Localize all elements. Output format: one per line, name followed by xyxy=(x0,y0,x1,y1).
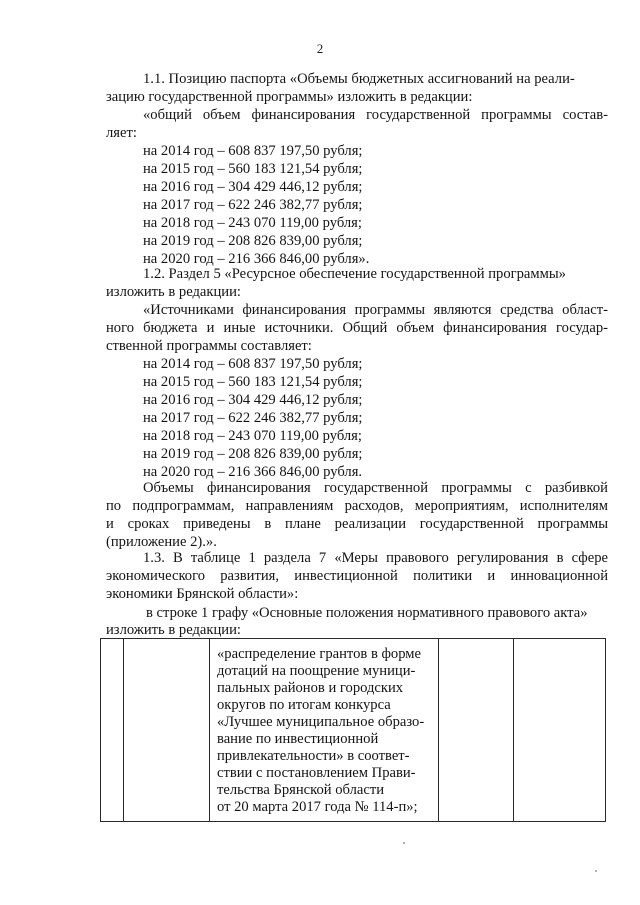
text-line: 1.3. В таблице 1 раздела 7 «Меры правового регулирования в сфере xyxy=(143,550,608,566)
table-cell-line: тельства Брянской области xyxy=(217,782,385,798)
funding-year-line: на 2016 год – 304 429 446,12 рубля; xyxy=(143,392,363,408)
text-line: ного бюджета и иные источники. Общий объем финансирования государ- xyxy=(106,320,608,336)
funding-year-line: на 2014 год – 608 837 197,50 рубля; xyxy=(143,143,363,159)
table-cell-line: от 20 марта 2017 года № 114-п»; xyxy=(217,799,418,815)
table-cell-line: округов по итогам конкурса xyxy=(217,697,391,713)
text-line: экономического развития, инвестиционной политики и инновационной xyxy=(106,568,608,584)
text-line: и сроках приведены в плане реализации государственной программы xyxy=(106,516,608,532)
text-line: ляет: xyxy=(106,125,137,141)
table-column-divider xyxy=(209,639,210,821)
funding-year-line: на 2015 год – 560 183 121,54 рубля; xyxy=(143,374,363,390)
table-cell-line: пальных районов и городских xyxy=(217,680,404,696)
funding-year-line: на 2017 год – 622 246 382,77 рубля; xyxy=(143,197,363,213)
text-line: ственной программы составляет: xyxy=(106,338,312,354)
funding-year-line: на 2019 год – 208 826 839,00 рубля; xyxy=(143,446,363,462)
table-cell-line: привлекательности» в соответ- xyxy=(217,748,410,764)
text-line: экономики Брянской области»: xyxy=(106,586,299,602)
table-cell-line: «Лучшее муниципальное образо- xyxy=(217,714,425,730)
funding-year-line: на 2020 год – 216 366 846,00 рубля. xyxy=(143,464,363,480)
funding-year-line: на 2018 год – 243 070 119,00 рубля; xyxy=(143,215,362,231)
text-line: (приложение 2).». xyxy=(106,534,217,550)
funding-year-line: на 2019 год – 208 826 839,00 рубля; xyxy=(143,233,363,249)
funding-year-line: на 2017 год – 622 246 382,77 рубля; xyxy=(143,410,363,426)
funding-year-line: на 2014 год – 608 837 197,50 рубля; xyxy=(143,356,363,372)
text-line: 1.1. Позицию паспорта «Объемы бюджетных ассигнований на реали- xyxy=(143,71,575,87)
page-number: 2 xyxy=(316,41,324,56)
table-cell-line: ствии с постановлением Прави- xyxy=(217,765,416,781)
table-cell-line: «распределение грантов в форме xyxy=(217,646,422,662)
funding-year-line: на 2018 год – 243 070 119,00 рубля; xyxy=(143,428,362,444)
text-line: «общий объем финансирования государственной программы состав- xyxy=(143,107,608,123)
text-line: зацию государственной программы» изложить в редакции: xyxy=(106,89,473,105)
scan-speck xyxy=(595,870,597,872)
funding-year-line: на 2015 год – 560 183 121,54 рубля; xyxy=(143,161,363,177)
text-line: по подпрограммам, направлениям расходов, мероприятиям, исполнителям xyxy=(106,498,608,514)
regulation-table-row xyxy=(100,638,606,822)
scan-speck xyxy=(403,842,405,844)
funding-year-line: на 2020 год – 216 366 846,00 рубля». xyxy=(143,251,370,267)
table-column-divider xyxy=(438,639,439,821)
text-line: Объемы финансирования государственной программы с разбивкой xyxy=(143,480,608,496)
table-cell-line: дотаций на поощрение муници- xyxy=(217,663,416,679)
text-line: 1.2. Раздел 5 «Ресурсное обеспечение государственной программы» xyxy=(143,266,566,282)
text-line: в строке 1 графу «Основные положения нормативного правового акта» xyxy=(146,605,588,621)
table-cell-line: вание по инвестиционной xyxy=(217,731,379,747)
table-column-divider xyxy=(123,639,124,821)
text-line: изложить в редакции: xyxy=(106,622,241,638)
funding-year-line: на 2016 год – 304 429 446,12 рубля; xyxy=(143,179,363,195)
text-line: «Источниками финансирования программы являются средства област- xyxy=(143,302,608,318)
table-column-divider xyxy=(513,639,514,821)
text-line: изложить в редакции: xyxy=(106,284,241,300)
